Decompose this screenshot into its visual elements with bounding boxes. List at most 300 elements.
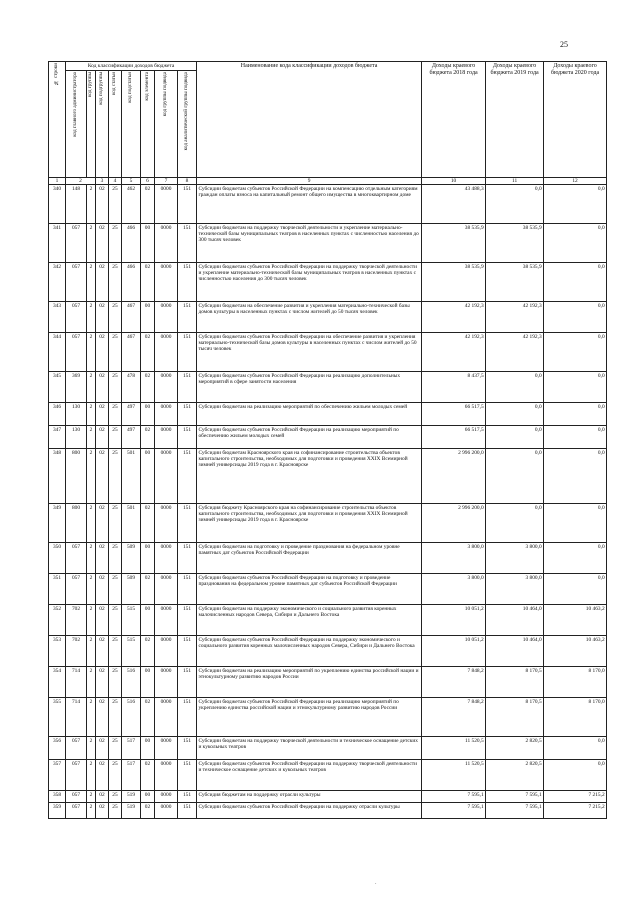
group-code-cell: 2 bbox=[87, 426, 96, 449]
subtype-group-code-cell: 0000 bbox=[155, 698, 178, 737]
subarticle-code-cell: 519 bbox=[122, 803, 141, 819]
element-code-cell: 02 bbox=[141, 636, 155, 667]
table-row bbox=[49, 737, 607, 760]
element-code-cell: 02 bbox=[141, 698, 155, 737]
header-group-row bbox=[49, 62, 607, 71]
subgroup-code-cell: 02 bbox=[96, 372, 109, 403]
revenue-2020-cell: 7 215,2 bbox=[544, 803, 607, 819]
admin-code-cell: 702 bbox=[66, 636, 87, 667]
subtype-group-code-cell: 0000 bbox=[155, 791, 178, 803]
row-number-cell: 342 bbox=[49, 263, 66, 302]
header-row-number: № строки bbox=[49, 62, 66, 178]
table-body bbox=[49, 185, 607, 819]
row-number-cell: 348 bbox=[49, 449, 66, 504]
analytic-group-code-cell: 151 bbox=[178, 504, 197, 543]
subtype-group-code-cell: 0000 bbox=[155, 403, 178, 426]
analytic-group-code-cell: 151 bbox=[178, 803, 197, 819]
revenue-2018-cell: 2 996 200,0 bbox=[422, 504, 486, 543]
subtype-group-code-cell: 0000 bbox=[155, 760, 178, 791]
analytic-group-code-cell: 151 bbox=[178, 333, 197, 372]
element-code-cell: 00 bbox=[141, 403, 155, 426]
column-number: 6 bbox=[141, 178, 155, 185]
column-number: 9 bbox=[197, 178, 422, 185]
revenue-name-cell: Субсидии бюджетам на поддержку экономического и социального развития коренных малочисленных народов Севера, Сибири и Дальнего Востока bbox=[197, 605, 422, 636]
article-code-cell: 25 bbox=[109, 426, 122, 449]
subtype-group-code-cell: 0000 bbox=[155, 224, 178, 263]
revenue-2020-cell: 10 463,2 bbox=[544, 605, 607, 636]
element-code-cell: 00 bbox=[141, 605, 155, 636]
revenue-2020-cell: 0,0 bbox=[544, 760, 607, 791]
table-row bbox=[49, 185, 607, 224]
revenue-2019-cell: 10 464,0 bbox=[486, 636, 544, 667]
element-code-cell: 00 bbox=[141, 737, 155, 760]
group-code-cell: 2 bbox=[87, 574, 96, 605]
subgroup-code-cell: 02 bbox=[96, 449, 109, 504]
analytic-group-code-cell: 151 bbox=[178, 760, 197, 791]
subarticle-code-cell: 515 bbox=[122, 636, 141, 667]
group-code-cell: 2 bbox=[87, 698, 96, 737]
element-code-cell: 02 bbox=[141, 803, 155, 819]
revenue-2018-cell: 3 800,0 bbox=[422, 574, 486, 605]
table-row bbox=[49, 636, 607, 667]
element-code-cell: 00 bbox=[141, 667, 155, 698]
group-code-cell: 2 bbox=[87, 605, 96, 636]
admin-code-cell: 800 bbox=[66, 504, 87, 543]
column-number: 10 bbox=[422, 178, 486, 185]
subgroup-code-cell: 02 bbox=[96, 605, 109, 636]
subarticle-code-cell: 516 bbox=[122, 698, 141, 737]
admin-code-cell: 057 bbox=[66, 263, 87, 302]
analytic-group-code-cell: 151 bbox=[178, 263, 197, 302]
subarticle-code-cell: 517 bbox=[122, 760, 141, 791]
element-code-cell: 02 bbox=[141, 185, 155, 224]
admin-code-cell: 702 bbox=[66, 605, 87, 636]
revenue-2019-cell: 0,0 bbox=[486, 504, 544, 543]
subarticle-code-cell: 515 bbox=[122, 605, 141, 636]
revenue-name-cell: Субсидии бюджетам субъектов Российской Федерации на реализацию мероприятий по обеспечению жильем молодых семей bbox=[197, 426, 422, 449]
article-code-cell: 25 bbox=[109, 698, 122, 737]
subgroup-code-cell: 02 bbox=[96, 543, 109, 574]
group-code-cell: 2 bbox=[87, 543, 96, 574]
analytic-group-code-cell: 151 bbox=[178, 449, 197, 504]
group-code-cell: 2 bbox=[87, 803, 96, 819]
subarticle-code-cell: 501 bbox=[122, 449, 141, 504]
revenue-2018-cell: 38 535,9 bbox=[422, 224, 486, 263]
element-code-cell: 02 bbox=[141, 372, 155, 403]
admin-code-cell: 057 bbox=[66, 543, 87, 574]
revenue-name-cell: Субсидии бюджетам на обеспечение развития и укрепления материально-технической базы домов культуры в населенных пунктах с числом жителей до 50 тысяч человек bbox=[197, 302, 422, 333]
admin-code-cell: 369 bbox=[66, 372, 87, 403]
subarticle-code-cell: 466 bbox=[122, 224, 141, 263]
subtype-group-code-cell: 0000 bbox=[155, 543, 178, 574]
row-number-cell: 354 bbox=[49, 667, 66, 698]
row-number-cell: 340 bbox=[49, 185, 66, 224]
revenue-2020-cell: 0,0 bbox=[544, 737, 607, 760]
header-subtype-group-code: код группы подвида bbox=[155, 71, 178, 178]
subgroup-code-cell: 02 bbox=[96, 333, 109, 372]
subtype-group-code-cell: 0000 bbox=[155, 333, 178, 372]
article-code-cell: 25 bbox=[109, 574, 122, 605]
revenue-2020-cell: 7 215,2 bbox=[544, 791, 607, 803]
row-number-cell: 346 bbox=[49, 403, 66, 426]
revenue-2019-cell: 0,0 bbox=[486, 426, 544, 449]
revenue-2018-cell: 66 517,5 bbox=[422, 403, 486, 426]
admin-code-cell: 148 bbox=[66, 185, 87, 224]
column-number: 11 bbox=[486, 178, 544, 185]
row-number-cell: 344 bbox=[49, 333, 66, 372]
column-number: 2 bbox=[66, 178, 96, 185]
revenue-2020-cell: 0,0 bbox=[544, 333, 607, 372]
table-row bbox=[49, 372, 607, 403]
revenue-2020-cell: 0,0 bbox=[544, 504, 607, 543]
admin-code-cell: 714 bbox=[66, 698, 87, 737]
element-code-cell: 00 bbox=[141, 224, 155, 263]
revenue-2018-cell: 43 488,3 bbox=[422, 185, 486, 224]
subarticle-code-cell: 462 bbox=[122, 185, 141, 224]
admin-code-cell: 130 bbox=[66, 403, 87, 426]
revenue-2019-cell: 42 192,3 bbox=[486, 333, 544, 372]
revenue-2018-cell: 38 535,9 bbox=[422, 263, 486, 302]
table-row bbox=[49, 403, 607, 426]
group-code-cell: 2 bbox=[87, 504, 96, 543]
analytic-group-code-cell: 151 bbox=[178, 403, 197, 426]
subarticle-code-cell: 501 bbox=[122, 504, 141, 543]
subgroup-code-cell: 02 bbox=[96, 667, 109, 698]
revenue-name-cell: Субсидии бюджетам субъектов Российской Федерации на компенсацию отдельным категориям граждан оплаты взноса на капитальный ремонт общего имущества в многоквартирном доме bbox=[197, 185, 422, 224]
header-2020: Доходы краевого бюджета 2020 года bbox=[544, 62, 607, 178]
element-code-cell: 02 bbox=[141, 574, 155, 605]
subarticle-code-cell: 497 bbox=[122, 403, 141, 426]
row-number-cell: 347 bbox=[49, 426, 66, 449]
revenue-name-cell: Субсидия бюджету Красноярского края на софинансирование строительства объектов капитального строительства, необходимых для подготовки и проведения XXIX Всемирной зимней универсиады 2019 года в г. Красноярске bbox=[197, 504, 422, 543]
article-code-cell: 25 bbox=[109, 449, 122, 504]
scan-mark: . bbox=[375, 880, 377, 886]
admin-code-cell: 057 bbox=[66, 760, 87, 791]
analytic-group-code-cell: 151 bbox=[178, 426, 197, 449]
admin-code-cell: 714 bbox=[66, 667, 87, 698]
subtype-group-code-cell: 0000 bbox=[155, 372, 178, 403]
revenue-2020-cell: 0,0 bbox=[544, 449, 607, 504]
revenue-2018-cell: 10 051,2 bbox=[422, 636, 486, 667]
group-code-cell: 2 bbox=[87, 760, 96, 791]
header-element-code: код элемента bbox=[141, 71, 155, 178]
article-code-cell: 25 bbox=[109, 803, 122, 819]
header-admin-code: код главного администратора bbox=[66, 71, 87, 178]
group-code-cell: 2 bbox=[87, 333, 96, 372]
admin-code-cell: 057 bbox=[66, 224, 87, 263]
analytic-group-code-cell: 151 bbox=[178, 667, 197, 698]
revenue-2020-cell: 8 170,0 bbox=[544, 667, 607, 698]
revenue-2018-cell: 3 800,0 bbox=[422, 543, 486, 574]
analytic-group-code-cell: 151 bbox=[178, 543, 197, 574]
subtype-group-code-cell: 0000 bbox=[155, 504, 178, 543]
revenue-2020-cell: 10 463,2 bbox=[544, 636, 607, 667]
header-analytic-group-code: код аналитической группы подвида bbox=[178, 71, 197, 178]
subarticle-code-cell: 467 bbox=[122, 302, 141, 333]
subtype-group-code-cell: 0000 bbox=[155, 636, 178, 667]
header-2018: Доходы краевого бюджета 2018 года bbox=[422, 62, 486, 178]
subtype-group-code-cell: 0000 bbox=[155, 426, 178, 449]
table-row bbox=[49, 791, 607, 803]
admin-code-cell: 057 bbox=[66, 574, 87, 605]
revenue-2020-cell: 0,0 bbox=[544, 574, 607, 605]
page-number: 25 bbox=[560, 40, 568, 49]
table-row bbox=[49, 543, 607, 574]
table-row bbox=[49, 605, 607, 636]
analytic-group-code-cell: 151 bbox=[178, 737, 197, 760]
revenue-2018-cell: 7 848,2 bbox=[422, 698, 486, 737]
row-number-cell: 341 bbox=[49, 224, 66, 263]
subgroup-code-cell: 02 bbox=[96, 737, 109, 760]
subgroup-code-cell: 02 bbox=[96, 698, 109, 737]
revenue-2018-cell: 7 595,1 bbox=[422, 791, 486, 803]
row-number-cell: 355 bbox=[49, 698, 66, 737]
subarticle-code-cell: 497 bbox=[122, 426, 141, 449]
group-code-cell: 2 bbox=[87, 667, 96, 698]
analytic-group-code-cell: 151 bbox=[178, 224, 197, 263]
table-row bbox=[49, 426, 607, 449]
table-row bbox=[49, 302, 607, 333]
revenue-2019-cell: 3 800,0 bbox=[486, 543, 544, 574]
table-row bbox=[49, 224, 607, 263]
revenue-2019-cell: 7 595,1 bbox=[486, 791, 544, 803]
revenue-name-cell: Субсидия бюджетам на поддержку отрасли культуры bbox=[197, 791, 422, 803]
subtype-group-code-cell: 0000 bbox=[155, 605, 178, 636]
column-number: 8 bbox=[178, 178, 197, 185]
table-row bbox=[49, 574, 607, 605]
group-code-cell: 2 bbox=[87, 636, 96, 667]
revenue-name-cell: Субсидии бюджетам субъектов Российской Федерации на реализацию мероприятий по укреплению единства российской нации и этнокультурному развитию народов России bbox=[197, 698, 422, 737]
row-number-cell: 350 bbox=[49, 543, 66, 574]
subgroup-code-cell: 02 bbox=[96, 263, 109, 302]
table-row bbox=[49, 803, 607, 819]
article-code-cell: 25 bbox=[109, 372, 122, 403]
revenue-2020-cell: 0,0 bbox=[544, 185, 607, 224]
column-number: 3 bbox=[96, 178, 109, 185]
revenue-2018-cell: 11 520,5 bbox=[422, 760, 486, 791]
analytic-group-code-cell: 151 bbox=[178, 698, 197, 737]
group-code-cell: 2 bbox=[87, 185, 96, 224]
column-number: 4 bbox=[109, 178, 122, 185]
budget-revenue-table bbox=[48, 61, 607, 819]
table-row bbox=[49, 504, 607, 543]
table-row bbox=[49, 333, 607, 372]
subgroup-code-cell: 02 bbox=[96, 224, 109, 263]
header-name: Наименование кода классификации доходов бюджета bbox=[197, 62, 422, 178]
revenue-name-cell: Субсидии бюджетам субъектов Российской Федерации на подготовку и проведение празднования на федеральном уровне памятных дат субъектов Российской Федерации bbox=[197, 574, 422, 605]
subtype-group-code-cell: 0000 bbox=[155, 574, 178, 605]
table-row bbox=[49, 698, 607, 737]
revenue-2018-cell: 7 595,1 bbox=[422, 803, 486, 819]
article-code-cell: 25 bbox=[109, 504, 122, 543]
revenue-2019-cell: 8 170,5 bbox=[486, 667, 544, 698]
revenue-2018-cell: 8 437,5 bbox=[422, 372, 486, 403]
revenue-2018-cell: 10 051,2 bbox=[422, 605, 486, 636]
subarticle-code-cell: 478 bbox=[122, 372, 141, 403]
revenue-2018-cell: 42 192,3 bbox=[422, 333, 486, 372]
admin-code-cell: 130 bbox=[66, 426, 87, 449]
group-code-cell: 2 bbox=[87, 449, 96, 504]
header-group-code: код группы bbox=[87, 71, 96, 178]
subgroup-code-cell: 02 bbox=[96, 504, 109, 543]
subgroup-code-cell: 02 bbox=[96, 791, 109, 803]
revenue-2019-cell: 38 535,9 bbox=[486, 263, 544, 302]
revenue-2019-cell: 7 595,1 bbox=[486, 803, 544, 819]
article-code-cell: 25 bbox=[109, 263, 122, 302]
element-code-cell: 02 bbox=[141, 426, 155, 449]
analytic-group-code-cell: 151 bbox=[178, 574, 197, 605]
group-code-cell: 2 bbox=[87, 372, 96, 403]
column-number: 12 bbox=[544, 178, 607, 185]
article-code-cell: 25 bbox=[109, 636, 122, 667]
revenue-2018-cell: 42 192,3 bbox=[422, 302, 486, 333]
revenue-2020-cell: 0,0 bbox=[544, 263, 607, 302]
element-code-cell: 02 bbox=[141, 333, 155, 372]
subtype-group-code-cell: 0000 bbox=[155, 263, 178, 302]
header-subarticle-code: код подстатьи bbox=[122, 71, 141, 178]
subgroup-code-cell: 02 bbox=[96, 636, 109, 667]
group-code-cell: 2 bbox=[87, 263, 96, 302]
subarticle-code-cell: 466 bbox=[122, 263, 141, 302]
group-code-cell: 2 bbox=[87, 791, 96, 803]
revenue-name-cell: Субсидии бюджетам на поддержку творческой деятельности и техническое оснащение детских и кукольных театров bbox=[197, 737, 422, 760]
article-code-cell: 25 bbox=[109, 224, 122, 263]
article-code-cell: 25 bbox=[109, 791, 122, 803]
subtype-group-code-cell: 0000 bbox=[155, 449, 178, 504]
subarticle-code-cell: 467 bbox=[122, 333, 141, 372]
analytic-group-code-cell: 151 bbox=[178, 185, 197, 224]
table-row bbox=[49, 263, 607, 302]
revenue-2018-cell: 2 996 200,0 bbox=[422, 449, 486, 504]
revenue-2019-cell: 3 800,0 bbox=[486, 574, 544, 605]
row-number-cell: 343 bbox=[49, 302, 66, 333]
row-number-cell: 357 bbox=[49, 760, 66, 791]
column-number: 5 bbox=[122, 178, 141, 185]
article-code-cell: 25 bbox=[109, 543, 122, 574]
subgroup-code-cell: 02 bbox=[96, 803, 109, 819]
subtype-group-code-cell: 0000 bbox=[155, 803, 178, 819]
analytic-group-code-cell: 151 bbox=[178, 636, 197, 667]
header-2019: Доходы краевого бюджета 2019 года bbox=[486, 62, 544, 178]
group-code-cell: 2 bbox=[87, 302, 96, 333]
revenue-name-cell: Субсидии бюджетам на подготовку и проведение празднования на федеральном уровне памятных дат субъектов Российской Федерации bbox=[197, 543, 422, 574]
subarticle-code-cell: 509 bbox=[122, 543, 141, 574]
revenue-2020-cell: 0,0 bbox=[544, 426, 607, 449]
header-classification-group: Код классификации доходов бюджета bbox=[66, 62, 197, 71]
row-number-cell: 349 bbox=[49, 504, 66, 543]
revenue-2019-cell: 42 192,3 bbox=[486, 302, 544, 333]
article-code-cell: 25 bbox=[109, 333, 122, 372]
revenue-2020-cell: 8 170,0 bbox=[544, 698, 607, 737]
article-code-cell: 25 bbox=[109, 667, 122, 698]
revenue-2019-cell: 0,0 bbox=[486, 372, 544, 403]
row-number-cell: 359 bbox=[49, 803, 66, 819]
revenue-2020-cell: 0,0 bbox=[544, 372, 607, 403]
article-code-cell: 25 bbox=[109, 737, 122, 760]
table-row bbox=[49, 667, 607, 698]
revenue-2020-cell: 0,0 bbox=[544, 224, 607, 263]
revenue-2020-cell: 0,0 bbox=[544, 302, 607, 333]
revenue-2020-cell: 0,0 bbox=[544, 403, 607, 426]
revenue-name-cell: Субсидии бюджетам на реализацию мероприятий по укреплению единства российской нации и этнокультурному развитию народов России bbox=[197, 667, 422, 698]
revenue-name-cell: Субсидии бюджетам субъектов Российской Федерации на поддержку экономического и социального развития коренных малочисленных народов Севера, Сибири и Дальнего Востока bbox=[197, 636, 422, 667]
revenue-2018-cell: 7 848,2 bbox=[422, 667, 486, 698]
admin-code-cell: 057 bbox=[66, 333, 87, 372]
subarticle-code-cell: 517 bbox=[122, 737, 141, 760]
subarticle-code-cell: 516 bbox=[122, 667, 141, 698]
revenue-name-cell: Субсидии бюджетам на реализацию мероприятий по обеспечению жильем молодых семей bbox=[197, 403, 422, 426]
subarticle-code-cell: 519 bbox=[122, 791, 141, 803]
admin-code-cell: 057 bbox=[66, 791, 87, 803]
element-code-cell: 02 bbox=[141, 760, 155, 791]
element-code-cell: 00 bbox=[141, 791, 155, 803]
element-code-cell: 00 bbox=[141, 302, 155, 333]
analytic-group-code-cell: 151 bbox=[178, 605, 197, 636]
analytic-group-code-cell: 151 bbox=[178, 791, 197, 803]
subgroup-code-cell: 02 bbox=[96, 185, 109, 224]
revenue-name-cell: Субсидии бюджетам Красноярского края на софинансирование строительства объектов капитального строительства, необходимых для подготовки и проведения XXIX Всемирной зимней универсиады 2019 года в г. Красноярске bbox=[197, 449, 422, 504]
element-code-cell: 02 bbox=[141, 504, 155, 543]
column-number: 1 bbox=[49, 178, 66, 185]
admin-code-cell: 800 bbox=[66, 449, 87, 504]
subgroup-code-cell: 02 bbox=[96, 426, 109, 449]
analytic-group-code-cell: 151 bbox=[178, 302, 197, 333]
subarticle-code-cell: 509 bbox=[122, 574, 141, 605]
subtype-group-code-cell: 0000 bbox=[155, 185, 178, 224]
subgroup-code-cell: 02 bbox=[96, 574, 109, 605]
article-code-cell: 25 bbox=[109, 302, 122, 333]
subtype-group-code-cell: 0000 bbox=[155, 737, 178, 760]
row-number-cell: 352 bbox=[49, 605, 66, 636]
revenue-2019-cell: 10 464,0 bbox=[486, 605, 544, 636]
revenue-name-cell: Субсидии бюджетам субъектов Российской Федерации на реализацию дополнительных мероприятий в сфере занятости населения bbox=[197, 372, 422, 403]
article-code-cell: 25 bbox=[109, 760, 122, 791]
group-code-cell: 2 bbox=[87, 224, 96, 263]
subgroup-code-cell: 02 bbox=[96, 760, 109, 791]
admin-code-cell: 057 bbox=[66, 803, 87, 819]
revenue-2019-cell: 0,0 bbox=[486, 403, 544, 426]
group-code-cell: 2 bbox=[87, 403, 96, 426]
analytic-group-code-cell: 151 bbox=[178, 372, 197, 403]
subgroup-code-cell: 02 bbox=[96, 302, 109, 333]
table-row bbox=[49, 760, 607, 791]
subtype-group-code-cell: 0000 bbox=[155, 302, 178, 333]
element-code-cell: 02 bbox=[141, 263, 155, 302]
revenue-name-cell: Субсидии бюджетам субъектов Российской Федерации на обеспечение развития и укрепления материально-технической базы домов культуры в населенных пунктах с числом жителей до 50 тысяч человек bbox=[197, 333, 422, 372]
row-number-cell: 358 bbox=[49, 791, 66, 803]
group-code-cell: 2 bbox=[87, 737, 96, 760]
element-code-cell: 00 bbox=[141, 449, 155, 504]
revenue-2019-cell: 2 820,5 bbox=[486, 760, 544, 791]
subgroup-code-cell: 02 bbox=[96, 403, 109, 426]
revenue-name-cell: Субсидии бюджетам субъектов Российской Федерации на поддержку отрасли культуры bbox=[197, 803, 422, 819]
subtype-group-code-cell: 0000 bbox=[155, 667, 178, 698]
revenue-2020-cell: 0,0 bbox=[544, 543, 607, 574]
table-row bbox=[49, 449, 607, 504]
admin-code-cell: 057 bbox=[66, 737, 87, 760]
revenue-2018-cell: 11 520,5 bbox=[422, 737, 486, 760]
element-code-cell: 00 bbox=[141, 543, 155, 574]
column-number-row bbox=[49, 178, 607, 185]
revenue-2019-cell: 0,0 bbox=[486, 449, 544, 504]
admin-code-cell: 057 bbox=[66, 302, 87, 333]
header-article-code: код статьи bbox=[109, 71, 122, 178]
revenue-name-cell: Субсидии бюджетам субъектов Российской Федерации на поддержку творческой деятельности и техническое оснащение детских и кукольных театров bbox=[197, 760, 422, 791]
article-code-cell: 25 bbox=[109, 185, 122, 224]
revenue-name-cell: Субсидии бюджетам на поддержку творческой деятельности и укрепление материально-технической базы муниципальных театров в населенных пунктах с численностью населения до 300 тысяч человек bbox=[197, 224, 422, 263]
article-code-cell: 25 bbox=[109, 605, 122, 636]
revenue-2019-cell: 38 535,9 bbox=[486, 224, 544, 263]
